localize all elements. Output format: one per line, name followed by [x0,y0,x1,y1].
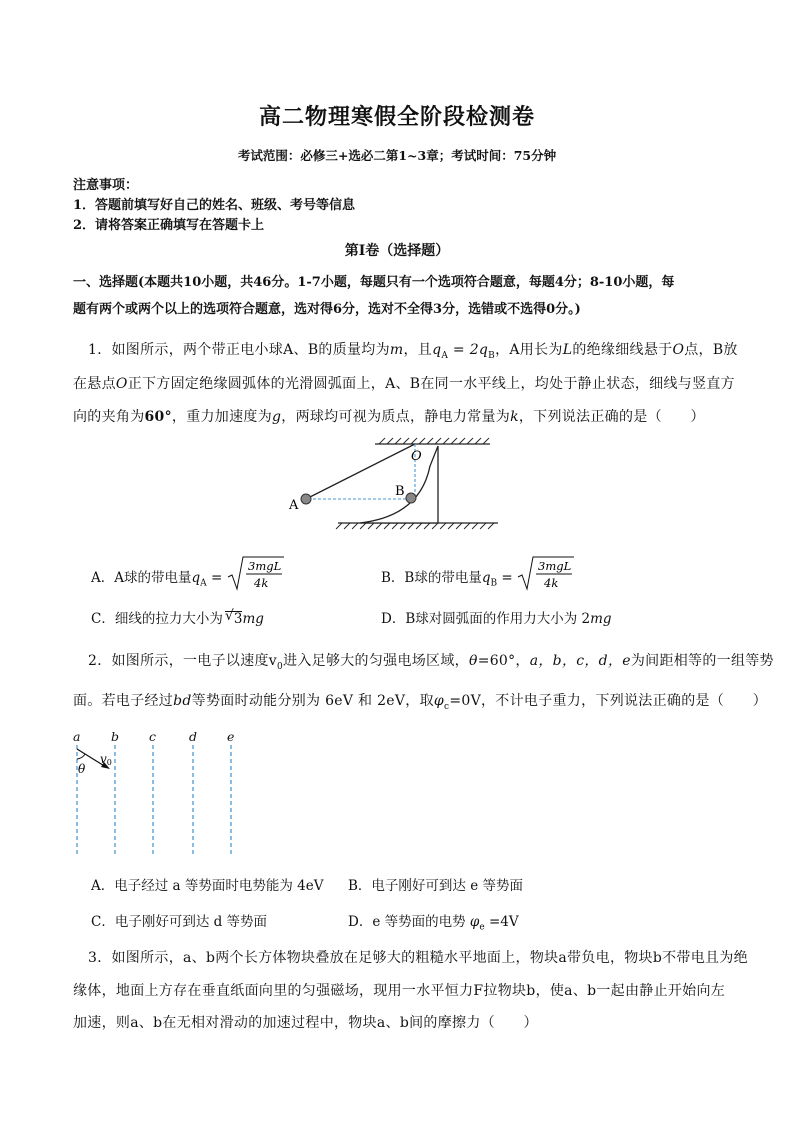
section1-line2: 题有两个或两个以上的选项符合题意，选对得6分，选对不全得3分，选错或不选得0分。) [73,302,581,317]
label-b: b [111,729,120,744]
page-title: 高二物理寒假全阶段检测卷 [258,105,535,130]
label-e: e [227,729,235,744]
ball-A [301,494,311,504]
q1-option-b-formula [516,555,576,593]
label-c: c [149,729,157,744]
q1-line3: 向的夹角为60°，重力加速度为g，两球均可视为质点，静电力常量为k，下列说法正确的是（ ） [73,409,705,425]
q2-option-c[interactable]: C．电子刚好可到达 d 等势面 [91,914,268,930]
q2-line1: 2．如图所示，一电子以速度$v_0$进入足够大的匀强电场区域，θ=60°，a，b，c，d，e为间距相等的一组等势 [88,653,774,672]
q1-option-b[interactable]: B．B球的带电量$q_B$ = [381,570,513,589]
exam-meta: 考试范围：必修三+选必二第1~3章；考试时间：75分钟 [237,148,557,163]
v0-label: v0 [100,752,112,767]
ceiling [375,438,490,444]
q1-option-c[interactable]: C．细线的拉力大小为 √ 3mg [91,608,264,627]
label-B: B [395,484,405,499]
theta-label: θ [78,762,86,776]
part1-heading: 第I卷（选择题） [344,243,450,259]
theta-arc [77,754,85,759]
ground [336,523,498,529]
q1-line1: 1．如图所示，两个带正电小球A、B的质量均为m，且$q_A = 2q_B$，A用长为L的绝缘细线悬于O点，B放 [88,342,738,361]
q1-a-den: 4k [254,576,269,590]
q2-option-d[interactable]: D．e 等势面的电势 $\varphi_e =4V$ [348,914,519,933]
q1-option-a-formula [226,555,286,593]
q1-option-d[interactable]: D．B球对圆弧面的作用力大小为 2mg [381,611,612,627]
notice-item-1: 1．答题前填写好自己的姓名、班级、考号等信息 [73,198,356,213]
label-A: A [289,498,299,513]
label-O: O [411,449,422,464]
label-a: a [73,729,81,744]
q1-figure [280,436,510,536]
q3-line3: 加速，则a、b在无相对滑动的加速过程中，物块a、b间的摩擦力（ ） [73,1015,538,1031]
q2-option-a[interactable]: A．电子经过 a 等势面时电势能为 4eV [91,878,324,894]
q1-line2: 在悬点O正下方固定绝缘圆弧体的光滑圆弧面上，A、B在同一水平线上，均处于静止状态，细线与竖直方 [73,376,735,392]
q1-option-a[interactable]: A．A球的带电量$q_A$ = [91,570,223,589]
ball-B [406,493,416,503]
q1-a-num: 3mgL [248,559,282,573]
q2-line2: 面。若电子经过bd等势面时动能分别为 6eV 和 2eV，取$\varphi_c=0V$，不计电子重力，下列说法正确的是（ ） [73,693,768,712]
label-d: d [189,729,198,744]
q1-b-num: 3mgL [538,559,572,573]
q1-b-den: 4k [544,576,559,590]
q2-option-b[interactable]: B．电子刚好可到达 e 等势面 [348,878,523,894]
notice-heading: 注意事项： [73,178,139,193]
section1-line1: 一、选择题(本题共10小题，共46分。1-7小题，每题只有一个选项符合题意，每题4分；8-10小题，每 [73,275,675,290]
notice-item-2: 2．请将答案正确填写在答题卡上 [73,218,265,233]
q2-figure [66,727,256,859]
q3-line1: 3．如图所示，a、b两个长方体物块叠放在足够大的粗糙水平地面上，物块a带负电，物块b不带电且为绝 [88,950,748,966]
q3-line2: 缘体，地面上方存在垂直纸面向里的匀强磁场，现用一水平恒力F拉物块b，使a、b一起由静止开始向左 [73,983,726,999]
